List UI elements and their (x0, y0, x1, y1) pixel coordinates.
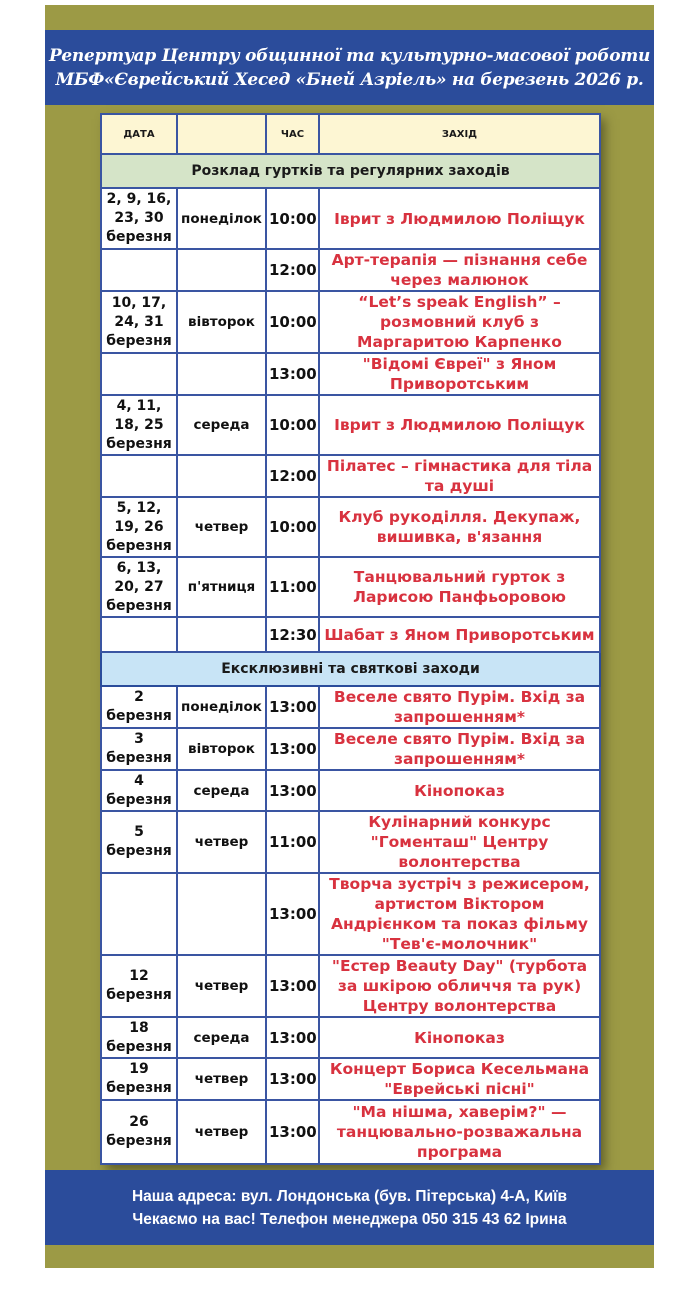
date-cell (101, 873, 177, 955)
table-row (101, 1100, 600, 1164)
table-row (101, 686, 600, 728)
day-cell: четвер (177, 1058, 266, 1100)
header-time: ЧАС (266, 114, 319, 154)
table-row (101, 557, 600, 617)
table-row (101, 873, 600, 955)
day-cell: понеділок (177, 686, 266, 728)
table-row (101, 728, 600, 770)
time-cell: 13:00 (266, 1100, 319, 1164)
time-cell: 11:00 (266, 557, 319, 617)
date-cell: 5 березня (101, 811, 177, 873)
time-cell: 13:00 (266, 1017, 319, 1058)
date-cell: 2, 9, 16, 23, 30 березня (101, 188, 177, 249)
time-cell: 10:00 (266, 291, 319, 353)
date-cell (101, 617, 177, 652)
day-cell: четвер (177, 1100, 266, 1164)
date-cell: 10, 17, 24, 31 березня (101, 291, 177, 353)
date-cell (101, 353, 177, 395)
table-row (101, 1058, 600, 1100)
table-row (101, 617, 600, 652)
event-cell: Іврит з Людмилою Поліщук (319, 188, 600, 249)
table-row (101, 291, 600, 353)
time-cell: 13:00 (266, 955, 319, 1017)
event-cell: Веселе свято Пурім. Вхід за запрошенням* (319, 728, 600, 770)
time-cell: 13:00 (266, 873, 319, 955)
date-cell (101, 455, 177, 497)
table-row (101, 249, 600, 291)
time-cell: 11:00 (266, 811, 319, 873)
section-title: Розклад гуртків та регулярних заходів (101, 154, 600, 188)
event-cell: Танцювальний гурток з Ларисою Панфьоровою (319, 557, 600, 617)
table-row (101, 497, 600, 557)
time-cell: 12:30 (266, 617, 319, 652)
day-cell: понеділок (177, 188, 266, 249)
day-cell (177, 249, 266, 291)
event-cell: “Let’s speak English” – розмовний клуб з Маргаритою Карпенко (319, 291, 600, 353)
date-cell: 6, 13, 20, 27 березня (101, 557, 177, 617)
event-cell: "Відомі Євреї" з Яном Приворотським (319, 353, 600, 395)
date-cell: 5, 12, 19, 26 березня (101, 497, 177, 557)
date-cell (101, 249, 177, 291)
event-cell: "Ма нішма, хаверім?" — танцювально-розважальна програма (319, 1100, 600, 1164)
header-day (177, 114, 266, 154)
time-cell: 13:00 (266, 728, 319, 770)
event-cell: "Естер Beauty Day" (турбота за шкірою обличчя та рук) Центру волонтерства (319, 955, 600, 1017)
day-cell (177, 353, 266, 395)
title-line-1: Репертуар Центру общинної та культурно-масової роботи (48, 45, 651, 66)
time-cell: 10:00 (266, 188, 319, 249)
date-cell: 4, 11, 18, 25 березня (101, 395, 177, 455)
day-cell: четвер (177, 811, 266, 873)
section-row (101, 154, 600, 188)
time-cell: 13:00 (266, 353, 319, 395)
day-cell: середа (177, 770, 266, 811)
day-cell (177, 617, 266, 652)
time-cell: 12:00 (266, 249, 319, 291)
date-cell: 19 березня (101, 1058, 177, 1100)
table-row (101, 395, 600, 455)
table-row (101, 353, 600, 395)
footer-contact: Чекаємо на вас! Телефон менеджера 050 315 43 62 Ірина (132, 1210, 567, 1228)
event-cell: Клуб рукоділля. Декупаж, вишивка, в'язання (319, 497, 600, 557)
footer-address: Наша адреса: вул. Лондонська (був. Пітерська) 4-А, Київ (131, 1187, 567, 1205)
table-header-row (101, 114, 600, 154)
event-cell: Пілатес – гімнастика для тіла та душі (319, 455, 600, 497)
day-cell: вівторок (177, 728, 266, 770)
time-cell: 12:00 (266, 455, 319, 497)
day-cell: вівторок (177, 291, 266, 353)
day-cell: четвер (177, 497, 266, 557)
title-banner (45, 30, 654, 105)
header-date: ДАТА (101, 114, 177, 154)
header-event: ЗАХІД (319, 114, 600, 154)
date-cell: 26 березня (101, 1100, 177, 1164)
date-cell: 18 березня (101, 1017, 177, 1058)
event-cell: Концерт Бориса Кесельмана "Еврейські пісні" (319, 1058, 600, 1100)
event-cell: Кінопоказ (319, 770, 600, 811)
time-cell: 13:00 (266, 770, 319, 811)
day-cell (177, 455, 266, 497)
event-cell: Іврит з Людмилою Поліщук (319, 395, 600, 455)
title-line-2: МБФ«Єврейський Хесед «Бней Азріель» на березень 2026 р. (55, 69, 644, 90)
table-row (101, 455, 600, 497)
date-cell: 4 березня (101, 770, 177, 811)
event-cell: Шабат з Яном Приворотським (319, 617, 600, 652)
event-cell: Арт-терапія — пізнання себе через малюнок (319, 249, 600, 291)
day-cell (177, 873, 266, 955)
time-cell: 10:00 (266, 497, 319, 557)
event-cell: Кінопоказ (319, 1017, 600, 1058)
time-cell: 13:00 (266, 686, 319, 728)
time-cell: 13:00 (266, 1058, 319, 1100)
event-cell: Творча зустріч з режисером, артистом Віктором Андрієнком та показ фільму "Тев'є-молочник" (319, 873, 600, 955)
section-title: Ексклюзивні та святкові заходи (101, 652, 600, 686)
table-row (101, 811, 600, 873)
schedule-body (101, 154, 600, 1164)
date-cell: 3 березня (101, 728, 177, 770)
table-row (101, 188, 600, 249)
event-cell: Веселе свято Пурім. Вхід за запрошенням* (319, 686, 600, 728)
day-cell: середа (177, 395, 266, 455)
table-row (101, 1017, 600, 1058)
day-cell: середа (177, 1017, 266, 1058)
table-row (101, 770, 600, 811)
section-row (101, 652, 600, 686)
time-cell: 10:00 (266, 395, 319, 455)
day-cell: п'ятниця (177, 557, 266, 617)
date-cell: 2 березня (101, 686, 177, 728)
schedule-table (100, 113, 601, 1165)
date-cell: 12 березня (101, 955, 177, 1017)
day-cell: четвер (177, 955, 266, 1017)
schedule-table-container (100, 113, 599, 1165)
footer-banner (45, 1170, 654, 1245)
table-row (101, 955, 600, 1017)
event-cell: Кулінарний конкурс "Гоменташ" Центру волонтерства (319, 811, 600, 873)
